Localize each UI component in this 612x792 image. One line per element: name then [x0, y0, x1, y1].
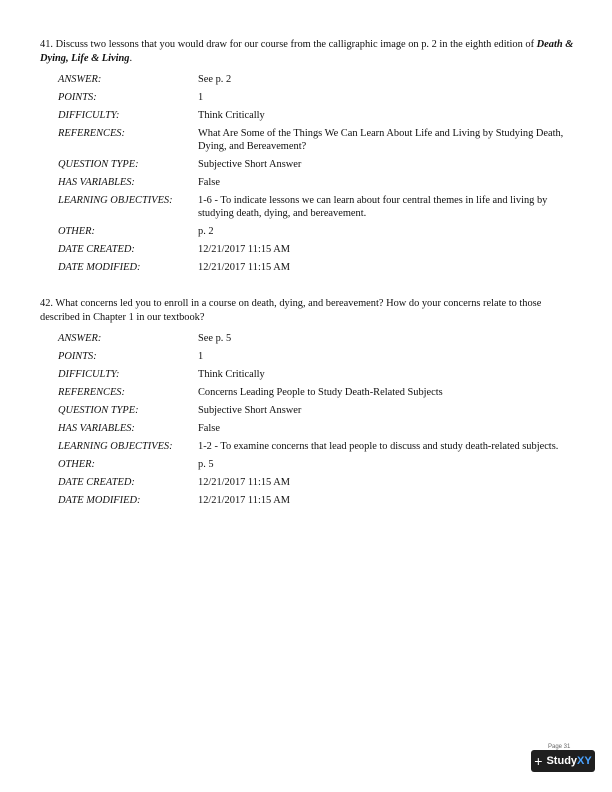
field-label: LEARNING OBJECTIVES: — [58, 441, 173, 452]
metadata-row — [58, 440, 580, 453]
metadata-row — [58, 404, 580, 417]
book-title: Death & Dying, Life & Living — [40, 39, 574, 64]
field-label: HAS VARIABLES: — [58, 423, 135, 434]
metadata-row — [58, 350, 580, 363]
metadata-row — [58, 494, 580, 507]
field-label: DATE CREATED: — [58, 477, 135, 488]
question-text: What concerns led you to enroll in a course on death, dying, and bereavement? How do your concerns relate to those described in Chapter 1 in our textbook? — [40, 298, 542, 323]
field-value: Concerns Leading People to Study Death-Related Subjects — [198, 387, 443, 398]
metadata-row — [58, 194, 580, 220]
brand-prefix: Study — [546, 755, 578, 767]
metadata-row — [58, 422, 580, 435]
field-value: Subjective Short Answer — [198, 159, 302, 171]
field-label: ANSWER: — [58, 333, 102, 344]
field-label: REFERENCES: — [58, 128, 125, 139]
field-label: DIFFICULTY: — [58, 110, 120, 121]
metadata-row — [58, 127, 580, 153]
field-label: LEARNING OBJECTIVES: — [58, 195, 173, 207]
metadata-row — [58, 91, 580, 104]
metadata-row — [58, 261, 580, 274]
field-value: What Are Some of the Things We Can Learn About Life and Living by Studying Death, Dying, and Bereavement? — [198, 128, 564, 153]
field-label: OTHER: — [58, 459, 95, 470]
field-value: 1 — [198, 92, 204, 103]
field-label: ANSWER: — [58, 74, 102, 85]
brand-name — [546, 755, 591, 767]
brand-suffix: XY — [577, 755, 592, 767]
stem-end: . — [129, 52, 133, 64]
field-label: DIFFICULTY: — [58, 369, 120, 380]
metadata-row — [58, 176, 580, 189]
field-label: DATE MODIFIED: — [58, 495, 141, 506]
metadata-row — [58, 73, 580, 86]
question-stem — [40, 38, 580, 65]
metadata-row — [58, 386, 580, 399]
field-value: Think Critically — [198, 110, 265, 121]
field-label: DATE CREATED: — [58, 244, 135, 256]
field-value: Subjective Short Answer — [198, 405, 302, 416]
field-value: Think Critically — [198, 369, 265, 380]
metadata-row — [58, 225, 580, 238]
plus-icon: + — [534, 753, 543, 769]
question-metadata — [58, 73, 580, 275]
question-42 — [40, 297, 580, 512]
field-value: 1-6 - To indicate lessons we can learn about four central themes in life and living by studying death, dying, and bereavement. — [198, 195, 548, 220]
field-label: POINTS: — [58, 351, 97, 362]
page-number: Page 31 — [548, 744, 571, 750]
studyxy-badge[interactable] — [531, 750, 595, 772]
field-value: p. 5 — [198, 459, 214, 470]
question-number: 42. — [40, 298, 53, 309]
question-text: Discuss two lessons that you would draw for our course from the calligraphic image on p. 2 in the eighth edition of — [55, 39, 537, 50]
field-value: 1-2 - To examine concerns that lead people to discuss and study death-related subjects. — [198, 441, 559, 452]
field-value: 12/21/2017 11:15 AM — [198, 244, 290, 256]
field-value: 1 — [198, 351, 204, 362]
field-label: POINTS: — [58, 92, 97, 103]
field-label: QUESTION TYPE: — [58, 159, 139, 171]
field-label: HAS VARIABLES: — [58, 177, 135, 189]
field-value: See p. 2 — [198, 74, 232, 85]
question-metadata — [58, 332, 580, 507]
field-value: p. 2 — [198, 226, 214, 238]
question-stem — [40, 297, 580, 324]
question-41 — [40, 38, 580, 279]
field-value: False — [198, 177, 220, 189]
metadata-row — [58, 368, 580, 381]
field-label: REFERENCES: — [58, 387, 125, 398]
field-value: 12/21/2017 11:15 AM — [198, 495, 290, 506]
field-value: False — [198, 423, 220, 434]
metadata-row — [58, 476, 580, 489]
question-number: 41. — [40, 39, 53, 50]
field-label: DATE MODIFIED: — [58, 262, 141, 274]
field-label: QUESTION TYPE: — [58, 405, 139, 416]
field-value: 12/21/2017 11:15 AM — [198, 477, 290, 488]
field-label: OTHER: — [58, 226, 95, 238]
metadata-row — [58, 243, 580, 256]
metadata-row — [58, 109, 580, 122]
field-value: 12/21/2017 11:15 AM — [198, 262, 290, 274]
field-value: See p. 5 — [198, 333, 232, 344]
metadata-row — [58, 332, 580, 345]
metadata-row — [58, 158, 580, 171]
metadata-row — [58, 458, 580, 471]
